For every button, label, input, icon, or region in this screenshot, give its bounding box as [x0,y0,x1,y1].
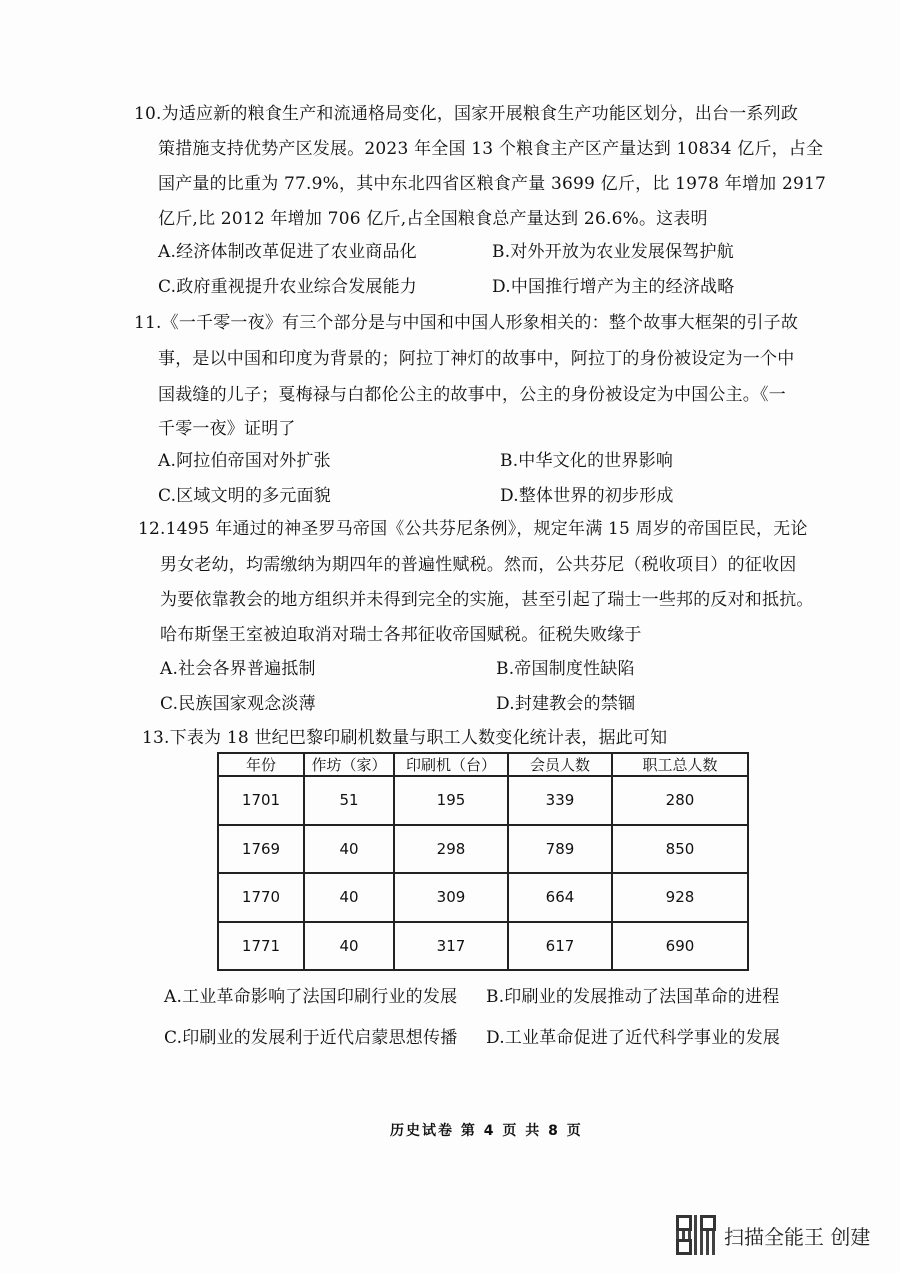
question-12-line-1: 12.1495 年通过的神圣罗马帝国《公共芬尼条例》，规定年满 15 周岁的帝国臣民，无论 [138,519,808,539]
option-13-d: D.工业革命促进了近代科学事业的发展 [486,1028,781,1048]
option-10-c: C.政府重视提升农业综合发展能力 [158,277,418,297]
option-11-b: B.中华文化的世界影响 [500,451,674,471]
header-total-workers: 职工总人数 [612,753,748,776]
cell-workshops: 40 [304,922,394,971]
cell-presses: 195 [394,776,508,825]
cell-workshops: 40 [304,873,394,922]
header-presses: 印刷机（台） [394,753,508,776]
question-10-line-4: 亿斤,比 2012 年增加 706 亿斤,占全国粮食总产量达到 26.6%。这表明 [158,209,708,229]
table-row [218,776,748,825]
question-12-line-2: 男女老幼，均需缴纳为期四年的普遍性赋税。然而，公共芬尼（税收项目）的征收因 [160,555,797,575]
cell-workshops: 40 [304,825,394,874]
watermark-text: 扫描全能王 创建 [724,1224,871,1249]
table-row [218,825,748,874]
cell-year: 1771 [218,922,304,971]
question-12-line-4: 哈布斯堡王室被迫取消对瑞士各邦征收帝国赋税。征税失败缘于 [160,625,642,645]
cell-total-workers: 690 [612,922,748,971]
header-members: 会员人数 [508,753,612,776]
question-10-line-3: 国产量的比重为 77.9%，其中东北四省区粮食产量 3699 亿斤，比 1978 年增加 2917 [158,174,827,194]
option-11-d: D.整体世界的初步形成 [500,486,674,506]
cell-presses: 298 [394,825,508,874]
table-header-row [218,753,748,776]
page-footer: 历史试卷 第 4 页 共 8 页 [390,1123,583,1139]
cell-presses: 309 [394,873,508,922]
table-row [218,873,748,922]
cell-total-workers: 280 [612,776,748,825]
question-11-line-2: 事，是以中国和印度为背景的；阿拉丁神灯的故事中，阿拉丁的身份被设定为一个中 [158,349,795,369]
header-workshops: 作坊（家） [304,753,394,776]
question-13-line-1: 13.下表为 18 世纪巴黎印刷机数量与职工人数变化统计表，据此可知 [142,728,668,748]
cell-year: 1701 [218,776,304,825]
cell-members: 339 [508,776,612,825]
option-10-b: B.对外开放为农业发展保驾护航 [492,242,734,262]
option-10-d: D.中国推行增产为主的经济战略 [492,277,735,297]
option-13-b: B.印刷业的发展推动了法国革命的进程 [486,987,780,1007]
cell-total-workers: 928 [612,873,748,922]
question-11-line-3: 国裁缝的儿子；戛梅禄与白都伦公主的故事中，公主的身份被设定为中国公主。《一 [158,385,786,405]
question-11-line-4: 千零一夜》证明了 [158,419,296,439]
option-10-a: A.经济体制改革促进了农业商品化 [158,242,417,262]
option-12-a: A.社会各界普遍抵制 [160,659,316,679]
option-12-d: D.封建教会的禁锢 [496,694,636,714]
qr-code-icon [676,1215,716,1255]
table-row [218,922,748,971]
question-10-line-1: 10.为适应新的粮食生产和流通格局变化，国家开展粮食生产功能区划分，出台一系列政 [134,104,799,124]
question-12-line-3: 为要依靠教会的地方组织并未得到完全的实施，甚至引起了瑞士一些邦的反对和抵抗。 [160,590,814,610]
question-11-line-1: 11.《一千零一夜》有三个部分是与中国和中国人形象相关的：整个故事大框架的引子故 [134,313,799,333]
scanner-watermark [676,1215,870,1255]
header-year: 年份 [218,753,304,776]
cell-members: 664 [508,873,612,922]
cell-presses: 317 [394,922,508,971]
option-12-b: B.帝国制度性缺陷 [496,659,635,679]
cell-year: 1769 [218,825,304,874]
option-11-a: A.阿拉伯帝国对外扩张 [158,451,331,471]
cell-members: 789 [508,825,612,874]
cell-members: 617 [508,922,612,971]
printing-statistics-table [217,752,749,971]
cell-workshops: 51 [304,776,394,825]
question-10-line-2: 策措施支持优势产区发展。2023 年全国 13 个粮食主产区产量达到 10834 亿斤，占全 [158,139,824,159]
cell-year: 1770 [218,873,304,922]
cell-total-workers: 850 [612,825,748,874]
option-13-c: C.印刷业的发展利于近代启蒙思想传播 [164,1028,458,1048]
option-13-a: A.工业革命影响了法国印刷行业的发展 [164,987,458,1007]
option-11-c: C.区域文明的多元面貌 [158,486,332,506]
option-12-c: C.民族国家观念淡薄 [160,694,316,714]
